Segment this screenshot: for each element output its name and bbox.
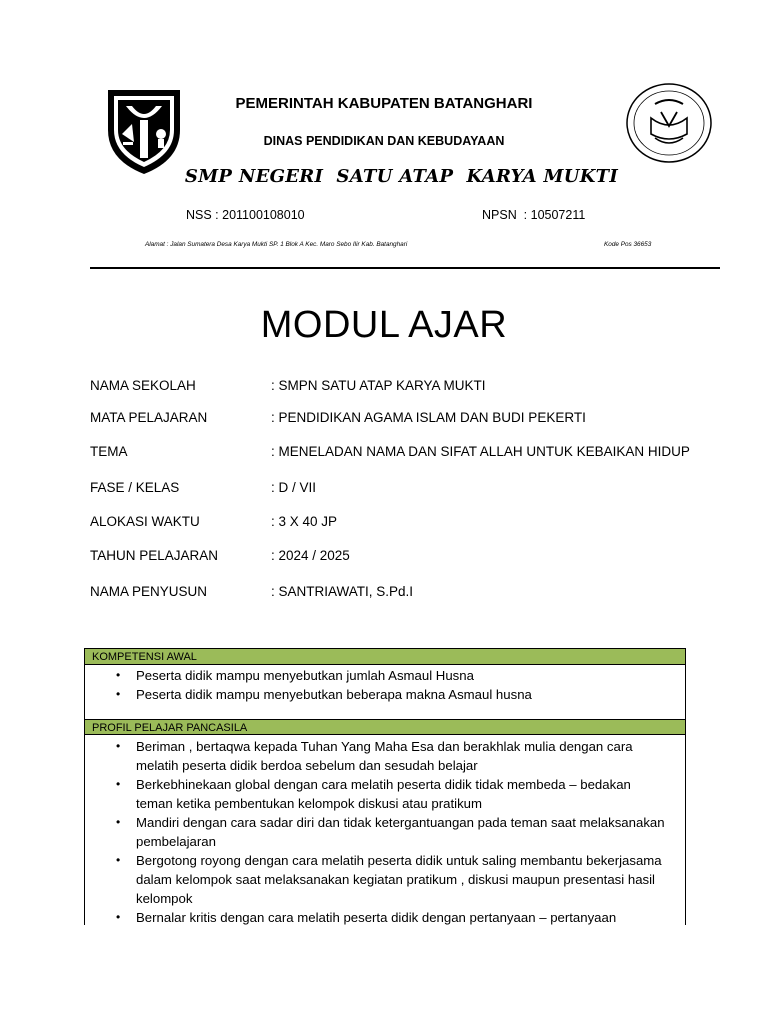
list-item: • Beriman , bertaqwa kepada Tuhan Yang Maha Esa dan berakhlak mulia dengan cara melatih peserta didik berdoa sebelum dan sesudah belajar <box>116 739 633 773</box>
info-row-school <box>90 378 730 398</box>
info-value: : SANTRIAWATI, S.Pd.I <box>271 584 414 599</box>
government-heading: PEMERINTAH KABUPATEN BATANGHARI <box>235 95 533 112</box>
info-label: TEMA <box>90 444 128 459</box>
nss-number: NSS : 201100108010 <box>186 208 305 222</box>
info-label: FASE / KELAS <box>90 480 180 495</box>
document-title: MODUL AJAR <box>260 304 508 346</box>
school-name-heading: SMP NEGERI SATU ATAP KARYA MUKTI <box>184 166 619 187</box>
info-label: NAMA SEKOLAH <box>90 378 196 393</box>
info-row-theme <box>90 444 730 464</box>
list-item: • Berkebhinekaan global dengan cara melatih peserta didik tidak membeda – bedakan teman ketika pembentukan kelompok diskusi atau pratikum <box>116 777 631 811</box>
info-label: ALOKASI WAKTU <box>90 514 200 529</box>
info-row-author <box>90 584 730 604</box>
list-item: • Bergotong royong dengan cara melatih peserta didik untuk saling membantu bekerjasama dalam kelompok saat melaksanakan kegiatan pratikum , diskusi maupun presentasi hasil kelompok <box>116 853 662 906</box>
info-label: MATA PELAJARAN <box>90 410 208 425</box>
list-item: • Mandiri dengan cara sadar diri dan tidak ketergantuangan pada teman saat melaksanakan pembelajaran <box>116 815 665 849</box>
list-item: • Peserta didik mampu menyebutkan jumlah Asmaul Husna <box>116 668 474 683</box>
info-value: : 3 X 40 JP <box>271 514 338 529</box>
info-value: : SMPN SATU ATAP KARYA MUKTI <box>271 378 486 393</box>
initial-competency-list <box>85 666 685 704</box>
postal-code: Kode Pos 36653 <box>604 241 652 248</box>
info-value: : MENELADAN NAMA DAN SIFAT ALLAH UNTUK KEBAIKAN HIDUP <box>271 444 690 459</box>
school-address: Alamat : Jalan Sumatera Desa Karya Mukti SP. 1 Blok A Kec. Maro Sebo Ilir Kab. Batanghari <box>145 241 408 248</box>
pancasila-profile-list <box>85 737 685 927</box>
info-value: : 2024 / 2025 <box>271 548 350 563</box>
info-value: : D / VII <box>271 480 317 495</box>
info-label: TAHUN PELAJARAN <box>90 548 219 563</box>
info-row-time-allocation <box>90 514 730 534</box>
info-row-phase-class <box>90 480 730 500</box>
info-row-academic-year <box>90 548 730 568</box>
info-value: : PENDIDIKAN AGAMA ISLAM DAN BUDI PEKERTI <box>271 410 586 425</box>
list-item: • Peserta didik mampu menyebutkan beberapa makna Asmaul husna <box>116 687 532 702</box>
info-label: NAMA PENYUSUN <box>90 584 208 599</box>
section-header-pancasila-profile: PROFIL PELAJAR PANCASILA <box>85 719 685 735</box>
list-item: • Bernalar kritis dengan cara melatih peserta didik dengan pertanyaan – pertanyaan <box>116 910 617 925</box>
section-header-initial-competency: KOMPETENSI AWAL <box>85 649 685 665</box>
competency-table <box>84 648 686 925</box>
npsn-number: NPSN : 10507211 <box>482 208 586 222</box>
department-heading: DINAS PENDIDIKAN DAN KEBUDAYAAN <box>263 134 505 148</box>
info-row-subject <box>90 410 730 430</box>
letterhead-divider <box>90 267 720 269</box>
